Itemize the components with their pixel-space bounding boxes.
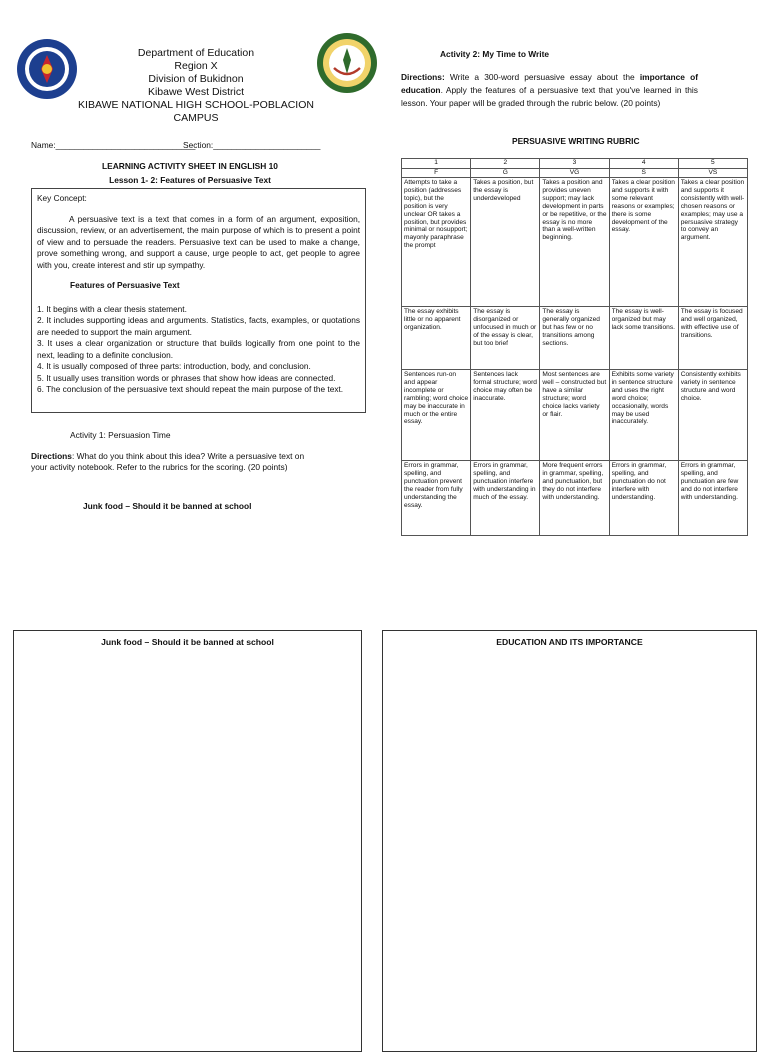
key-concept-box [31,188,366,413]
rubric-row-conventions [402,461,748,536]
rubric-cell: Errors in grammar, spelling, and punctuation do not interfere with understanding. [611,462,667,501]
rubric-row-sentences [402,370,748,461]
header-campus: CAMPUS [173,112,219,124]
header-region: Region X [174,60,218,72]
header-department: Department of Education [137,47,255,59]
key-concept-heading: Key Concept: [37,193,87,203]
rubric-grade: G [471,168,540,178]
right-panel-title: EDUCATION AND ITS IMPORTANCE [496,637,643,647]
rubric-cell: The essay is disorganized or unfocused in much or of the essay is clear, but too brief [473,308,537,347]
activity2-directions-label: Directions: [401,72,445,82]
activity2-directions-bold: importance of education [401,72,698,95]
rubric-grade: F [402,168,471,178]
rubric-grade: VS [678,168,747,178]
rubric-cell: Errors in grammar, spelling, and punctuation are few and do not interfere with understanding. [680,462,739,501]
rubric-cell: Sentences run-on and appear incomplete or rambling; word choice may be inaccurate in much or the entire essay. [404,371,469,426]
activity1-title: Activity 1: Persuasion Time [70,430,171,440]
rubric-cell: The essay is well-organized but may lack some transitions. [611,308,675,331]
activity1-directions-text: : What do you think about this idea? Write a persuasive text on your activity notebook. Refer to the rubrics for the scoring. (20 points) [31,451,305,473]
rubric-score: 2 [471,159,540,169]
rubric-cell: More frequent errors in grammar, spelling, and punctuation, but they do not interfere with understanding. [542,462,604,501]
header-division: Division of Bukidnon [148,73,244,85]
rubric-score: 1 [402,159,471,169]
rubric-score: 3 [540,159,609,169]
key-concept-paragraph: A persuasive text is a text that comes in a form of an argument, exposition, discussion, review, or an advertisement, the main purpose of which is to present a point of view and to persuade the readers. Persuasive text can be used to make a change, prove something wrong, and support a cause, urge people to act, get people to agree with you, create interest and stir up sympathy. [37,213,360,270]
rubric-row-organization [402,307,748,370]
rubric-row-position [402,178,748,307]
activity1-topic: Junk food – Should it be banned at school [83,501,252,511]
name-field: Name:______________________________ [31,140,196,150]
rubric-score: 4 [609,159,678,169]
activity2-directions [401,71,698,110]
feature-item: 1. It begins with a clear thesis statement. [37,303,187,314]
rubric-grade: S [609,168,678,178]
rubric-cell: Takes a position and provides uneven support; may lack development in parts or be repetitive, or the essay is no more than a well-written beginning. [542,179,607,242]
rubric-score: 5 [678,159,747,169]
activity1-directions-label: Directions [31,451,72,461]
header-school: KIBAWE NATIONAL HIGH SCHOOL-POBLACION [78,99,314,111]
rubric-cell: Takes a clear position and supports it consistently with well- chosen reasons or examples; may use a persuasive strategy to convey an argument. [680,179,745,242]
rubric-grade: VG [540,168,609,178]
rubric-table [401,158,748,536]
rubric-score-row [402,159,748,169]
rubric-cell: Exhibits some variety in sentence structure and uses the right word choice; occasionally, words may be used inaccurately. [611,371,674,426]
header-district: Kibawe West District [147,86,245,98]
rubric-grade-row [402,168,748,178]
rubric-cell: Takes a position, but the essay is underdeveloped [473,179,534,202]
rubric-cell: The essay is focused and well organized, with effective use of transitions. [680,308,743,339]
left-panel-title: Junk food – Should it be banned at school [101,637,274,647]
rubric-title: PERSUASIVE WRITING RUBRIC [512,136,640,146]
activity2-title: Activity 2: My Time to Write [440,49,550,59]
activity1-directions [31,451,321,474]
features-list [37,304,360,396]
features-heading: Features of Persuasive Text [70,280,180,290]
feature-item: 5. It usually uses transition words or phrases that show how ideas are connected. [37,372,336,383]
feature-item: 4. It is usually composed of three parts: introduction, body, and conclusion. [37,361,311,371]
feature-item: 3. It uses a clear organization or structure that builds logically from one point to the next, leading to a definite conclusion. [37,338,360,360]
deped-seal-logo [16,38,78,100]
school-header [70,47,322,125]
sheet-title: LEARNING ACTIVITY SHEET IN ENGLISH 10 [102,161,278,171]
rubric-cell: Sentences lack formal structure; word choice may often be inaccurate. [473,371,537,402]
activity2-directions-post: . Apply the features of a persuasive text that you've learned in this lesson. Your paper will be graded through the rubric below. (20 points) [401,85,698,108]
feature-item: 2. It includes supporting ideas and arguments. Statistics, facts, examples, or quotations are needed to support the main argument. [37,315,360,337]
left-answer-panel[interactable] [13,630,362,1052]
lesson-title: Lesson 1- 2: Features of Persuasive Text [109,175,271,185]
rubric-cell: Most sentences are well – constructed but have a similar structure; word choice lacks variety or flair. [542,371,607,418]
rubric-cell: Errors in grammar, spelling, and punctuation interfere with understanding in much of the essay. [473,462,536,501]
right-answer-panel[interactable] [382,630,757,1052]
feature-item: 6. The conclusion of the persuasive text should repeat the main purpose of the text. [37,384,344,394]
rubric-cell: Consistently exhibits variety in sentence structure and word choice. [680,371,741,402]
activity2-directions-pre: Write a 300-word persuasive essay about the [444,72,640,82]
rubric-cell: The essay is generally organized but has few or no transitions among sections. [542,308,600,347]
school-seal-logo [316,32,378,94]
section-field: Section:_______________________ [183,140,321,150]
rubric-cell: The essay exhibits little or no apparent organization. [404,308,461,331]
rubric-cell: Errors in grammar, spelling, and punctuation prevent the reader from fully understanding the essay. [404,462,463,509]
rubric-cell: Takes a clear position and supports it with some relevant reasons or examples; there is some development of the essay. [611,179,675,234]
rubric-cell: Attempts to take a position (addresses topic), but the position is very unclear OR takes a position, but provides minimal or nosupport; mayonly paraphrase the prompt [404,179,468,250]
